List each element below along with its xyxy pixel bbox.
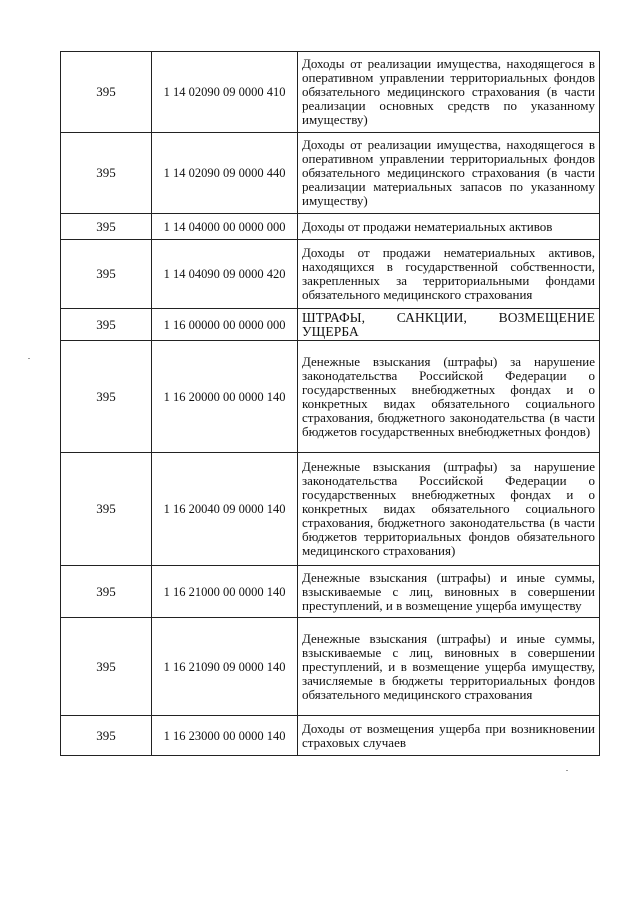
table-row: [61, 214, 600, 240]
description-cell: Денежные взыскания (штрафы) и иные суммы, взыскиваемые с лиц, виновных в совершении преступлений, и в возмещение ущерба имуществу: [298, 566, 600, 618]
section-heading-cell: ШТРАФЫ, САНКЦИИ, ВОЗМЕЩЕНИЕ УЩЕРБА: [298, 309, 600, 341]
budget-code-cell: 1 14 02090 09 0000 410: [152, 52, 298, 133]
budget-code-cell: 1 14 04090 09 0000 420: [152, 240, 298, 309]
budget-code-cell: 1 16 00000 00 0000 000: [152, 309, 298, 341]
budget-code-cell: 1 16 20000 00 0000 140: [152, 341, 298, 453]
description-cell: Доходы от реализации имущества, находящегося в оперативном управлении территориальных фондов обязательного медицинского страхования (в части реализации материальных запасов по указанному имуществу): [298, 133, 600, 214]
admin-code-cell: 395: [61, 214, 152, 240]
admin-code-cell: 395: [61, 341, 152, 453]
scan-speck: [28, 358, 30, 359]
description-cell: Денежные взыскания (штрафы) за нарушение законодательства Российской Федерации о государственных внебюджетных фондах и о конкретных видах обязательного социального страхования, бюджетного законодательства (в части бюджетов территориальных фондов обязательного медицинского страхования): [298, 453, 600, 566]
table-row: [61, 566, 600, 618]
admin-code-cell: 395: [61, 133, 152, 214]
admin-code-cell: 395: [61, 309, 152, 341]
description-cell: Денежные взыскания (штрафы) и иные суммы, взыскиваемые с лиц, виновных в совершении преступлений, и в возмещение ущерба имуществу, зачисляемые в бюджеты территориальных фондов обязательного медицинского страхования: [298, 618, 600, 716]
admin-code-cell: 395: [61, 453, 152, 566]
budget-code-cell: 1 16 21000 00 0000 140: [152, 566, 298, 618]
budget-code-cell: 1 14 02090 09 0000 440: [152, 133, 298, 214]
scan-speck: [566, 770, 568, 771]
table-row: [61, 240, 600, 309]
table-row: [61, 309, 600, 341]
admin-code-cell: 395: [61, 716, 152, 756]
table-row: [61, 716, 600, 756]
admin-code-cell: 395: [61, 240, 152, 309]
description-cell: Доходы от реализации имущества, находящегося в оперативном управлении территориальных фондов обязательного медицинского страхования (в части реализации основных средств по указанному имуществу): [298, 52, 600, 133]
table-row: [61, 341, 600, 453]
description-cell: Денежные взыскания (штрафы) за нарушение законодательства Российской Федерации о государственных внебюджетных фондах и о конкретных видах обязательного социального страхования, бюджетного законодательства (в части бюджетов государственных внебюджетных фондов): [298, 341, 600, 453]
revenue-codes-table: [60, 51, 600, 756]
budget-code-cell: 1 16 20040 09 0000 140: [152, 453, 298, 566]
table-row: [61, 133, 600, 214]
description-cell: Доходы от продажи нематериальных активов, находящихся в государственной собственности, закрепленных за территориальными фондами обязательного медицинского страхования: [298, 240, 600, 309]
admin-code-cell: 395: [61, 566, 152, 618]
description-cell: Доходы от продажи нематериальных активов: [298, 214, 600, 240]
budget-code-cell: 1 16 21090 09 0000 140: [152, 618, 298, 716]
table-row: [61, 453, 600, 566]
admin-code-cell: 395: [61, 52, 152, 133]
description-cell: Доходы от возмещения ущерба при возникновении страховых случаев: [298, 716, 600, 756]
budget-code-cell: 1 14 04000 00 0000 000: [152, 214, 298, 240]
budget-code-cell: 1 16 23000 00 0000 140: [152, 716, 298, 756]
table-row: [61, 618, 600, 716]
table-row: [61, 52, 600, 133]
admin-code-cell: 395: [61, 618, 152, 716]
